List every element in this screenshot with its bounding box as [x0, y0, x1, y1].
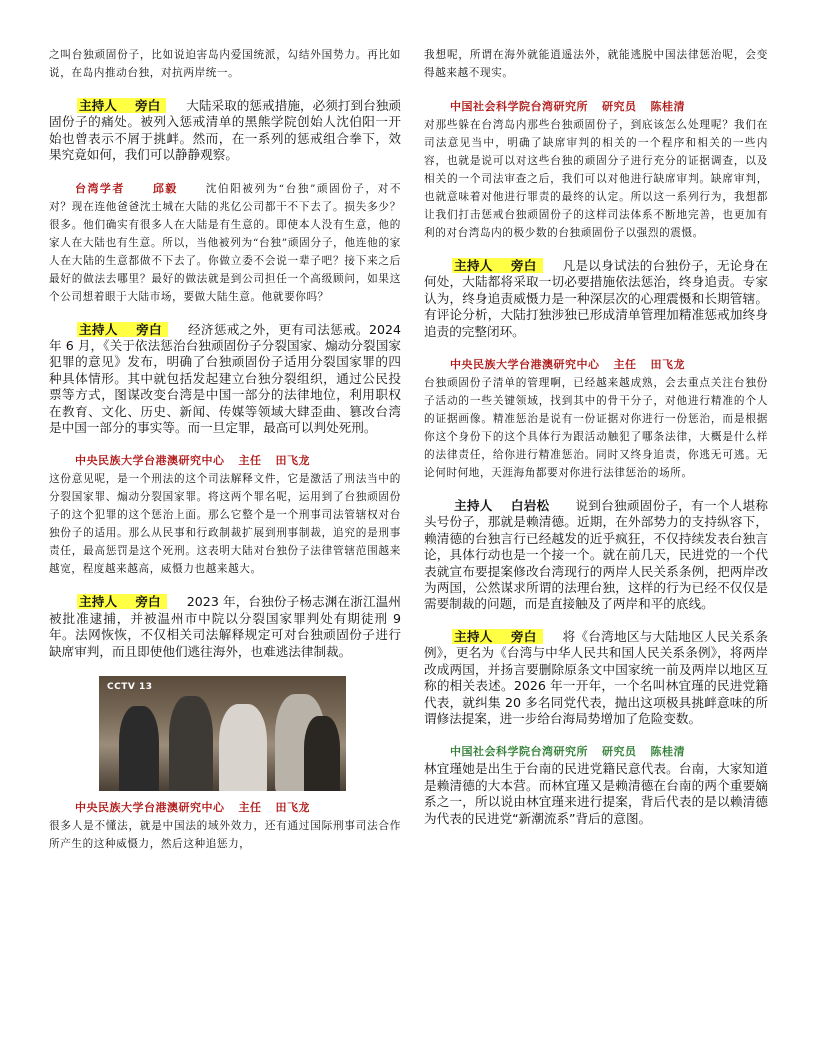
- speaker-name: 中国社会科学院台湾研究所 研究员 陈桂清: [450, 100, 685, 113]
- speaker-name: 中国社会科学院台湾研究所 研究员 陈桂清: [450, 745, 685, 759]
- narration-block: [49, 98, 401, 164]
- quote-text: 对那些躲在台湾岛内那些台独顽固份子，到底该怎么处理呢？我们在司法意见当中，明确了缺席审判的相关的一个程序和相关的一些内容，也就是说可以对这些台独的顽固分子进行充分的证据调查，以及相关的一个司法审查之后，我们可以对他进行缺席审判。缺席审判，也就意味着对他进行罪责的最终的认定。所以这一系列行为，我想都让我们打击惩戒台独顽固份子的这样司法体系不断地完善，也更加有利的对台湾岛内的极少数的台独顽固份子以强烈的震慑。: [424, 119, 768, 239]
- quote-text: 很多人是不懂法，就是中国法的域外效力，还有通过国际刑事司法合作所产生的这种威慑力，然后这种追惩力，: [49, 820, 401, 851]
- transcript-paragraph: [49, 46, 401, 82]
- narration-block: [424, 629, 768, 727]
- speaker-name: 中央民族大学台港澳研究中心 主任 田飞龙: [450, 358, 685, 372]
- host-label: 主持人 旁白: [77, 322, 168, 337]
- speaker-name: 中央民族大学台港澳研究中心 主任 田飞龙: [75, 454, 310, 468]
- narration-text: 2023 年，台独份子杨志渊在浙江温州被批准逮捕，并被温州市中院以分裂国家罪判处有期徒刑 9 年。法网恢恢，不仅相关司法解释规定可对台独顽固份子进行缺席审判，而且即使他们逃往海外，也难逃法律制裁。: [49, 594, 402, 659]
- quote-text: 林宜瑾她是出生于台南的民进党籍民意代表。台南，大家知道是赖清德的大本营。而林宜瑾又是赖清德在台南的两个重要嫡系之一，所以说由林宜瑾来进行提案，背后代表的是以赖清德为代表的民进党“新潮流系”背后的意图。: [424, 761, 768, 826]
- host-label: 主持人 旁白: [77, 98, 166, 113]
- host-label: 主持人 旁白: [452, 629, 543, 644]
- speaker-block: [424, 356, 768, 482]
- speaker-name: 台湾学者 邱毅: [75, 181, 178, 195]
- speaker-block: [49, 452, 401, 578]
- speaker-block: [424, 743, 768, 827]
- right-column: [424, 46, 768, 843]
- channel-logo: CCTV 13: [107, 682, 153, 693]
- host-label: 主持人 旁白: [452, 258, 543, 273]
- speaker-block: [49, 799, 401, 853]
- quote-text: 我想呢，所谓在海外就能逍遥法外，就能逃脱中国法律惩治呢，会变得越来越不现实。: [424, 49, 768, 79]
- speaker-name: 中央民族大学台港澳研究中心 主任 田飞龙: [75, 801, 310, 815]
- narration-block: [424, 498, 768, 613]
- narration-block: [49, 322, 401, 437]
- quote-text: 台独顽固份子清单的管理啊，已经越来越成熟，会去重点关注台独份子活动的一些关键领域，找到其中的骨干分子，对他进行精准的个人的证据画像。精准惩治是说有一份证据对你进行一份惩治，而是根据你这个身份下的这个具体行为跟活动触犯了哪条法律，大概是什么样的法律责任，给你进行精准惩治。同时又终身追责，你逃无可逃。无论何时何地，天涯海角都要对你进行法律惩治的场所。: [424, 377, 768, 480]
- narration-text: 说到台独顽固份子，有一个人堪称头号份子，那就是赖清德。近期，在外部势力的支持纵容下，赖清德的台独言行已经越发的近乎疯狂，不仅持续发表台独言论，具体行动也是一个接一个。就在前几天，民进党的一个代表就宣布要提案修改台湾现行的两岸人民关系条例，把两岸改为两国，公然谋求所谓的法理台独，这样的行为已经不仅仅是需要制裁的问题，而是直接触及了两岸和平的底线。: [424, 498, 769, 612]
- narration-text: 经济惩戒之外，更有司法惩戒。2024 年 6 月，《关于依法惩治台独顽固份子分裂国家、煽动分裂国家犯罪的意见》发布，明确了台独顽固份子适用分裂国家罪的四种具体情形。其中就包括发起建立台独分裂组织，通过公民投票等方式，图谋改变台湾是中国一部分的法律地位，利用职权在教育、文化、历史、新闻、传媒等领域大肆歪曲、篡改台湾是中国一部分的事实等。而一旦定罪，最高可以判处死刑。: [49, 321, 401, 436]
- speaker-block: [424, 98, 768, 242]
- quote-text: 这份意见呢，是一个刑法的这个司法解释文件，它是激活了刑法当中的分裂国家罪、煽动分裂国家罪。将这两个罪名呢，运用到了台独顽固份子的这个犯罪的这个惩治上面。那么它整个是一个刑事司法管辖权对台独份子的适用。那么从民事和行政制裁扩展到刑事制裁，追究的是刑事责任，最高惩罚是这个死刑。这表明大陆对台独份子法律管辖范围越来越宽，程度越来越高，威慑力也越来越大。: [49, 473, 401, 576]
- host-label: 主持人 白岩松: [454, 498, 550, 514]
- host-label: 主持人 旁白: [77, 594, 167, 609]
- quote-text: 沈伯阳被列为“台独”顽固份子，对不对？现在连他爸爸沈土城在大陆的兆亿公司都干不下去了。损失多少？很多。他们确实有很多人在大陆是有生意的。即使本人没有生意，他的家人在大陆也有生意。所以，当他被列为“台独”顽固分子，他连他的家人在大陆的生意都做不下去了。你做立委不会说一辈子吧？接下来之后最好的做法去哪里？最好的做法就是到公司担任一个高级顾问，如果这个公司想着眼于大陆市场，要做大陆生意。他就要你吗？: [49, 182, 402, 303]
- narration-block: [49, 594, 401, 660]
- speaker-block: [49, 180, 401, 306]
- quote-text: 之叫台独顽固份子，比如说迫害岛内爱国统派，勾结外国势力。再比如说，在岛内推动台独，对抗两岸统一。: [49, 49, 401, 79]
- left-column: [49, 46, 401, 869]
- narration-text: 凡是以身试法的台独份子，无论身在何处，大陆都将采取一切必要措施依法惩治，终身追责。专家认为，终身追责威慑力是一种深层次的心理震慑和长期管辖。有评论分析，大陆打独涉独已形成清单管理加精准惩戒加终身追责的完整闭环。: [424, 258, 769, 339]
- narration-text: 大陆采取的惩戒措施，必须打到台独顽固份子的痛处。被列入惩戒清单的黑熊学院创始人沈伯阳一开始也曾表示不屑于挑衅。然而，在一系列的惩戒组合拳下，效果究竟如何，我们可以静静观察。: [49, 98, 402, 163]
- news-photo: [99, 676, 346, 791]
- transcript-paragraph: [424, 46, 768, 82]
- narration-text: 将《台湾地区与大陆地区人民关系条例》，更名为《台湾与中华人民共和国人民关系条例》，将两岸改成两国，并扬言要删除原条文中国家统一前及两岸以地区互称的相关表述。2026 年一开年，一个名叫林宜瑾的民进党籍代表，就纠集 20 多名同党代表，抛出这项极具挑衅意味的所谓修法提案，进一步给台海局势增加了危险变数。: [424, 628, 769, 726]
- narration-block: [424, 258, 768, 340]
